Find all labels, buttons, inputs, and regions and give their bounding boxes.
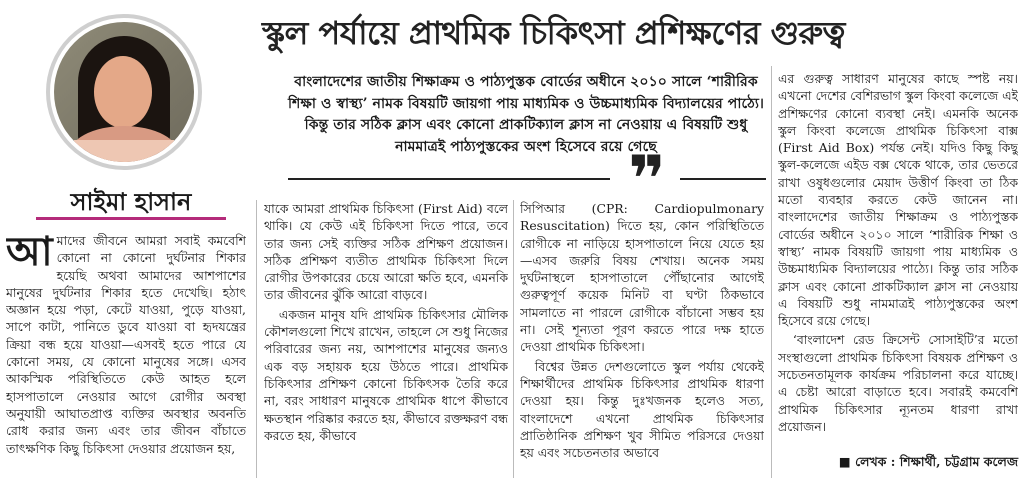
intro-blurb: বাংলাদেশের জাতীয় শিক্ষাক্রম ও পাঠ্যপুস্তক বোর্ডের অধীনে ২০১০ সালে ‘শারীরিক শিক্ষা ও স্বাস্থ্য’ নামক বিষয়টি জায়গা পায় মাধ্যমিক ও উচ্চমাধ্যমিক বিদ্যালয়ের পাঠ্যে। কিন্তু তার সঠিক ক্লাস এবং কোনো প্রাকটিক্যাল ক্লাস না নেওয়ায় এ বিষয়টি শুধু নামমাত্রই পাঠ্যপুস্তকের অংশ হিসেবে রয়ে গেছে [287, 74, 765, 155]
paragraph [6, 232, 246, 457]
article-column-4 [778, 70, 1018, 454]
quote-icon: ❞ [628, 143, 666, 217]
drop-cap: আ [6, 232, 53, 275]
column-divider [513, 200, 514, 478]
quote-divider-right [680, 178, 766, 180]
article-column-2 [264, 200, 508, 476]
paragraph-text: মাদের জীবনে আমরা সবাই কমবেশি কোনো না কোনো দুর্ঘটনার শিকার হয়েছি অথবা আমাদের আশপাশের মানুষের দুর্ঘটনার শিকার হতে দেখেছি। হঠাৎ অজ্ঞান হয়ে পড়া, কেটে যাওয়া, পুড়ে যাওয়া, সাপে কাটা, পানিতে ডুবে যাওয়া বা হৃদযন্ত্রের ক্রিয়া বন্ধ হয়ে যাওয়া—এসবই হতে পারে যে কোনো সময়, যে কোনো মানুষের সঙ্গে। এসব আকস্মিক পরিস্থিতিতে কেউ আহত হলে হাসপাতালে নেওয়ার আগে রোগীর অবস্থা অনুযায়ী আঘাতপ্রাপ্ত ব্যক্তির অবস্থার অবনতি রোধ করার জন্য এবং তার জীবন বাঁচাতে তাৎক্ষণিক কিছু চিকিৎসা দেওয়ার প্রয়োজন হয়, [6, 233, 246, 456]
paragraph: বিশ্বের উন্নত দেশগুলোতে স্কুল পর্যায় থেকেই শিক্ষার্থীদের প্রাথমিক চিকিৎসার প্রাথমিক ধারণা দেওয়া হয়। কিন্তু দুঃখজনক হলেও সত্য, বাংলাদেশে এখনো প্রাথমিক চিকিৎসার প্রাতিষ্ঠানিক প্রশিক্ষণ খুব সীমিত পরিসরে দেওয়া হয় এবং সচেতনতার অভাবে [520, 358, 764, 461]
author-name: সাইমা হাসান [70, 188, 192, 216]
paragraph: সিপিআর (CPR: Cardiopulmonary Resuscitation) দিতে হয়, কোন পরিস্থিতিতে রোগীকে না নাড়িয়ে হাসপাতালে নিয়ে যেতে হয়—এসব জরুরি বিষয় শেখায়। অনেক সময় দুর্ঘটনাস্থলে হাসপাতালে পৌঁছানোর আগেই গুরুত্বপূর্ণ কয়েক মিনিট বা ঘণ্টা ঠিকভাবে সামলাতে না পারলে রোগীকে বাঁচানো সম্ভব হয় না। সেই শূন্যতা পূরণ করতে পারে দক্ষ হাতে দেওয়া প্রাথমিক চিকিৎসা। [520, 201, 764, 355]
author-photo [54, 22, 194, 162]
paragraph: ‘বাংলাদেশ রেড ক্রিসেন্ট সোসাইটি’র মতো সংস্থাগুলো প্রাথমিক চিকিৎসা বিষয়ক প্রশিক্ষণ ও সচেতনতামূলক কার্যক্রম পরিচালনা করে যাচ্ছে। এ চেষ্টা আরো বাড়াতে হবে। সবারই কমবেশি প্রাথমিক চিকিৎসার ন্যূনতম ধারণা রাখা প্রয়োজন। [778, 332, 1018, 434]
paragraph: এর গুরুত্ব সাধারণ মানুষের কাছে স্পষ্ট নয়। এখনো দেশের বেশিরভাগ স্কুল কিংবা কলেজে এই প্রশিক্ষণের কোনো ব্যবস্থা নেই। এমনকি অনেক স্কুল কিংবা কলেজে প্রাথমিক চিকিৎসা বাক্স (First Aid Box) পর্যন্ত নেই। যদিও কিছু কিছু স্কুল-কলেজে এইড বক্স থেকে থাকে, তার ভেতরে রাখা ওষুধগুলোর মেয়াদ উত্তীর্ণ কিংবা তা ঠিক মতো ব্যবহার করতে কেউ জানেন না। বাংলাদেশের জাতীয় শিক্ষাক্রম ও পাঠ্যপুস্তক বোর্ডের অধীনে ২০১০ সালে ‘শারীরিক শিক্ষা ও স্বাস্থ্য’ নামক বিষয়টি জায়গা পায় মাধ্যমিক ও উচ্চমাধ্যমিক বিদ্যালয়ের পাঠ্যে। কিন্তু তার সঠিক ক্লাস এবং কোনো প্রাকটিক্যাল ক্লাস না নেওয়ায় এ বিষয়টি শুধু নামমাত্রই পাঠ্যপুস্তকের অংশ হিসেবে রয়ে গেছে। [778, 71, 1018, 329]
article-column-3 [520, 200, 764, 476]
paragraph: যাকে আমরা প্রাথমিক চিকিৎসা (First Aid) বলে থাকি। যে কেউ এই চিকিৎসা দিতে পারে, তবে তার জন্য সেই ব্যক্তির সঠিক প্রশিক্ষণ প্রয়োজন। সঠিক প্রশিক্ষণ ব্যতীত প্রাথমিক চিকিৎসা দিলে রোগীর উপকারের চেয়ে আরো ক্ষতি হবে, এমনকি তার জীবনের ঝুঁকি আরো বাড়বে। [264, 201, 508, 303]
column-divider [256, 200, 257, 478]
author-underline [36, 217, 226, 220]
quote-divider-left [288, 178, 610, 180]
headline: স্কুল পর্যায়ে প্রাথমিক চিকিৎসা প্রশিক্ষণের গুরুত্ব [262, 14, 845, 52]
paragraph: একজন মানুষ যদি প্রাথমিক চিকিৎসার মৌলিক কৌশলগুলো শিখে রাখেন, তাহলে সে শুধু নিজের পরিবারের জন্য নয়, আশপাশের মানুষের জন্যও এক বড় সহায়ক হয়ে উঠতে পারে। প্রাথমিক চিকিৎসার প্রশিক্ষণ কোনো চিকিৎসক তৈরি করে না, বরং সাধারণ মানুষকে প্রাথমিক ধাপে কীভাবে ক্ষতস্থান পরিষ্কার করতে হয়, কীভাবে রক্তক্ষরণ বন্ধ করতে হয়, কীভাবে [264, 306, 508, 443]
article-column-1 [6, 232, 246, 478]
writer-credit: ■ লেখক : শিক্ষার্থী, চট্টগ্রাম কলেজ [838, 454, 1018, 469]
column-divider [771, 66, 772, 478]
